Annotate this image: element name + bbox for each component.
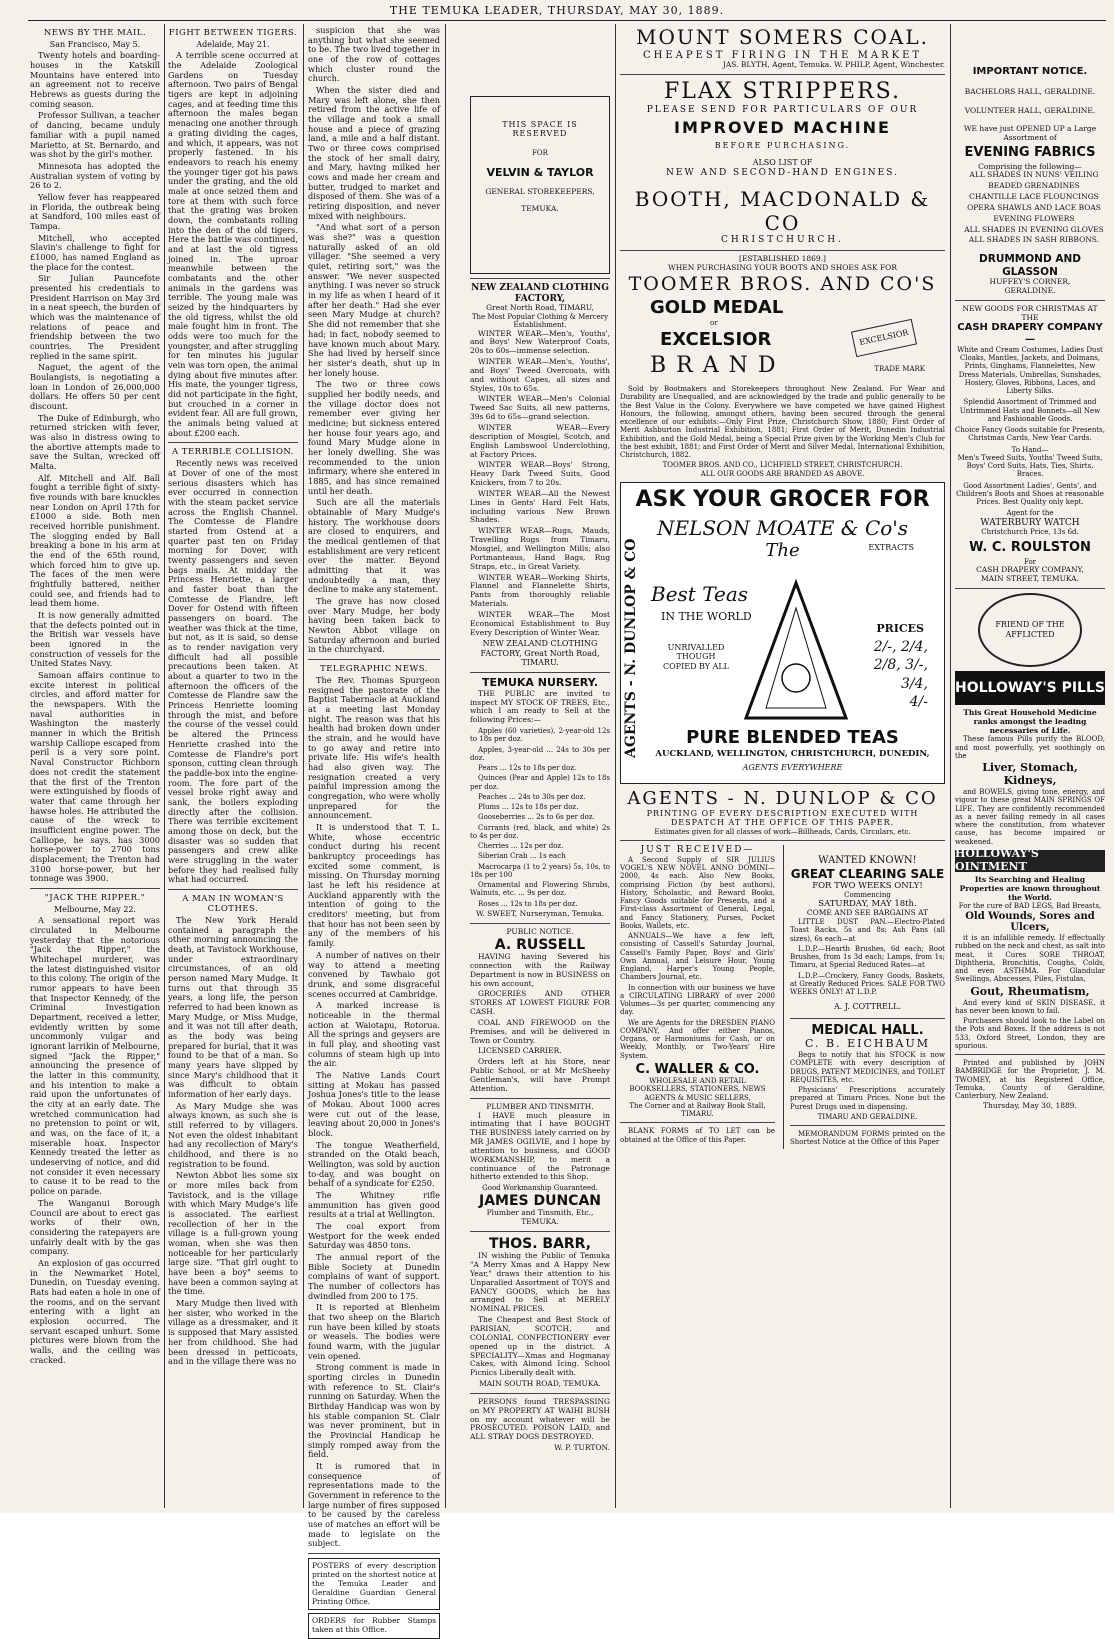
ad-printing: PRINTING OF EVERY DESCRIPTION EXECUTED WITH DESPATCH AT THE OFFICE OF THIS PAPER. (646, 809, 919, 828)
ad-line: Best Teas (651, 581, 749, 606)
ad-line: MAIN SOUTH ROAD, TEMUKA. (479, 1379, 601, 1389)
paragraph: Twenty hotels and boarding-houses in the Katskill Mountains have entered into an agreement not to receive Hebrews as guests during the coming season. (30, 50, 160, 109)
triangle-emblem (741, 578, 851, 723)
brand-block (620, 295, 945, 385)
ad-line: TEMUKA. (521, 203, 559, 213)
divider (790, 1125, 945, 1126)
ad-line: Great North Road, TIMARU, (486, 303, 594, 313)
ad-line: or (710, 319, 718, 328)
ad-line: TIMARU AND GERALDINE. (817, 1112, 918, 1121)
ad-body: THE PUBLIC are invited to inspect MY STOCK OF TREES, Etc., which I am ready to Sell at the following Prices:— (470, 688, 610, 725)
paragraph: A terrible scene occurred at the Adelaide Zoological Gardens on Tuesday afternoon. Two pairs of Bengal tigers are kept in adjoining cages, and at feeding time this afternoon the males began menacing one another through a grating dividing the cages, and which, it appears, was not properly fastened. In his endeavors to reach his enemy the younger tiger got his paws under the grating, and the old male at once seized them and tore at them with such force that the grating was broken down, the combatants rolling into the den of the old tigers. Here the battle was continued, and at last the old tigress joined in. The uproar meanwhile between the combatants and the other animals in the gardens was terrible. The young male was seized by the hindquarters by the old tigress, whilst the old male fought him in front. The odds were too much for the youngster, and after struggling for ten minutes his jugular vein was torn open, the animal dying about five minutes after. His mate, the younger tigress, did not participate in the fight, but crouched in a corner in evident fear. All are full grown, the animals being valued at about £200 each. (168, 50, 298, 438)
paragraph: A marked increase is noticeable in the thermal action at Waiotapu, Rotorua. All the springs and geysers are in full play, and shooting vast columns of steam high up into the air. (308, 1000, 440, 1069)
ad-line: Its Searching and Healing Properties are known throughout the World. (959, 874, 1101, 902)
paragraph: Recently news was received at Dover of one of the most serious disasters which has ever occurred in connection with the steam packet service across the English Channel. The Comtesse de Flandre started from Ostend at a quarter past ten on Friday morning for Dover, with twenty passengers and seven bags mails. At midday the Princess Henriette, a larger and faster boat than the Comtesse de Flandre, left Dover for Ostend with fifteen passengers on board. The weather was thick at the time, but not, as it is said, so dense as to render navigation very difficult had all possible precautions been taken. At about a quarter to two in the afternoon the officers of the Comtesse de Flandre saw the Princess Henriette looming through the mist, and before the course of the vessel could be altered the Princess Henriette crashed into the Comtesse de Flandre's port sponson, cutting clean through the paddle-box into the engine-room. The fore part of the vessel broke right away and sank, the boilers exploding directly after the collision. There was terrible excitement among those on deck, but the disaster was so sudden that passengers and crew alike were struggling in the water before they had realised fully what had occurred. (168, 458, 298, 885)
ad-trespass: PERSONS found TRESPASSING on MY PROPERTY AT WAIHI BUSH on my account whatever will be PROSECUTED. POISON LAID, and ALL STRAY DOGS DESTROYED. (470, 1396, 610, 1442)
paragraph: An explosion of gas occurred in the Newmarket Hotel, Dunedin, on Tuesday evening. Rats had eaten a hole in one of the rooms, and on the servant entering with a light an explosion occurred. The servant escaped unhurt. Some pictures were blown from the walls, and the ceiling was cracked. (30, 1257, 160, 1365)
excelsior-stamp: EXCELSIOR (851, 319, 917, 357)
ad-body: These famous Pills purify the BLOOD, and most powerfully, yet soothingly on the (955, 735, 1105, 760)
ad-line: The Corner and at Railway Book Stall, TIMARU. (629, 1101, 766, 1119)
ad-line: CHRISTCHURCH. (721, 235, 844, 246)
ad-line: Agent for the (1006, 509, 1054, 518)
divider (620, 840, 945, 841)
paragraph: CHANTILLE LACE FLOUNCINGS (969, 192, 1099, 202)
ad-line: ALL OUR GOODS ARE BRANDED AS ABOVE. (700, 469, 865, 478)
imprint: Printed and published by JOHN BAMBRIDGE for the Proprietor, J. M. TWOMEY, at his Registered Office, Temuka, County of Geraldine, Canterbury, New Zealand. (955, 1059, 1105, 1101)
ad-name: THOS. BARR, (488, 1235, 592, 1252)
paragraph: EVENING FLOWERS (993, 213, 1075, 223)
ad-body: MEMORANDUM FORMS printed on the Shortest Notice at the Office of this Paper (790, 1130, 945, 1147)
ad-line: Estimates given for all classes of work—Billheads, Cards, Circulars, etc. (654, 827, 911, 836)
article-body (168, 459, 298, 885)
ad-body: Choice Fancy Goods suitable for Presents, Christmas Cards, New Year Cards. (955, 426, 1105, 443)
divider (470, 1231, 610, 1232)
paragraph: Mary Mudge then lived with her sister, who worked in the village as a dressmaker, and it is supposed that Mary assisted her from childhood. She had been dressed in petticoats, and in the village there was no (168, 1298, 298, 1367)
ad-line: THIS SPACE IS RESERVED (502, 120, 578, 139)
article-title: A TERRIBLE COLLISION. (171, 447, 295, 458)
column-divider (164, 24, 165, 1508)
holloway-pills-banner: HOLLOWAY'S PILLS (955, 671, 1105, 705)
paragraph: WINTER WEAR—All the Newest Lines in Gents' Hard Felt Hats, including various New Brown Shades. (470, 488, 610, 525)
paragraph: The Whitney rifle ammunition has given good results at a trial at Wellington. (308, 1189, 440, 1220)
holloway-ointment-banner: HOLLOWAY'S OINTMENT (955, 850, 1105, 872)
ad-line: GERALDINE. (1004, 285, 1056, 295)
ad-name: DRUMMOND AND GLASSON (979, 253, 1081, 278)
paragraph: The coal export from Westport for the week ended Saturday was 4850 tons. (308, 1220, 440, 1251)
ad-line: WATERBURY WATCH (980, 517, 1080, 528)
article-title: FIGHT BETWEEN TIGERS. (168, 28, 298, 38)
paragraph: The annual report of the Bible Society at Dunedin complains of want of support. The number of collectors has dwindled from 200 to 175. (308, 1251, 440, 1301)
ad-line: Christchurch Price, 13s 6d. (981, 528, 1079, 537)
divider (470, 672, 610, 673)
divider (620, 1122, 775, 1123)
paragraph: WINTER WEAR—Men's Colonial Tweed Sac Suits, all new patterns, 39s 6d to 65s—grand selection. (470, 394, 610, 422)
ad-line: CASH DRAPERY COMPANY, (976, 565, 1084, 575)
ad-name: EVENING FABRICS (964, 145, 1096, 161)
ad-name: W. C. ROULSTON (969, 539, 1091, 555)
divider (168, 442, 298, 443)
divider (955, 588, 1105, 589)
ad-line: For the cure of BAD LEGS, Bad Breasts, (958, 902, 1102, 911)
ad-title: ASK YOUR GROCER FOR (635, 486, 930, 512)
paragraph: ALL SHADES IN EVENING GLOVES (964, 224, 1104, 234)
divider (620, 74, 945, 75)
paragraph: The Rev. Thomas Spurgeon resigned the pastorate of the Baptist Tabernacle at Auckland at a meeting last Monday night. The reason was that his health had broken down under the strain, and he would have to go away and retire into private life. His wife's health had also given way. The resignation created a very painful impression among the congregation, who were wholly unprepared for the announcement. (308, 675, 440, 821)
ad-body: White and Cream Costumes, Ladies Dust Cloaks, Mantles, Jackets, and Dolmans, Prints, Ginghams, Flannelettes, New Dress Materials, Umbrellas, Sunshades, Hosiery, Gloves, Ribbons, Laces, and Liberty Silks. (957, 345, 1103, 396)
ad-body: I HAVE much pleasure in intimating that I have BOUGHT THE BUSINESS lately carried on by MR JAMES OGILVIE, and I hope by attention to business, and GOOD WORKMANSHIP, to merit a continuance of the Patronage hitherto extended to this Shop. (470, 1110, 610, 1182)
ad-nelson-moate (620, 482, 945, 784)
ad-orders: ORDERS for Rubber Stamps taken at this Office. (308, 1613, 440, 1639)
ad-line: NEW ZEALAND CLOTHING FACTORY, Great North Road, TIMARU. (480, 639, 600, 668)
ad-signature: W. SWEET, Nurseryman, Temuka. (475, 908, 605, 918)
ad-line: COME AND SEE BARGAINS AT (806, 908, 929, 918)
masthead: THE TEMUKA LEADER, THURSDAY, MAY 30, 1889. (389, 4, 725, 17)
paragraph: The tongue Weatherfield, stranded on the Otaki beach, Wellington, was sold by auction to-day, and was bought on behalf of a syndicate for £250. (308, 1139, 440, 1189)
ad-line: Old Wounds, Sores and Ulcers, (965, 910, 1095, 934)
paragraph: The New York Herald contained a paragraph the other morning announcing the death, at Tavistock Workhouse, under extraordinary circumstances, of an old person named Mary Mudge. It turns out that through 35 years, a long life, the person referred to had been known as Mary Mudge, or Miss Mudge, and it was not till after death, as the body was being prepared for burial, that it was found to be that of a man. So many years have slipped by since Mary's childhood that it was difficult to obtain information of her early days. (168, 914, 298, 1100)
ad-line: NEW AND SECOND-HAND ENGINES. (666, 167, 899, 178)
paragraph: When the sister died and Mary was left alone, she then retired from the active life of the village and took a small house and a piece of grazing land, a mile and a half distant. Two or three cows comprised the stock of her small dairy, and Mary, having milked her cows and made her cream and butter, trudged to market and disposed of them. She was of a retiring disposition, and never mixed with neighbours. (308, 85, 440, 221)
divider (470, 923, 610, 924)
article-title: NEWS BY THE MAIL. (43, 28, 147, 38)
divider (955, 300, 1105, 301)
ad-line: [ESTABLISHED 1869.] (739, 253, 826, 263)
ad-signature: W. P. TURTON. (554, 1443, 610, 1453)
paragraph: Sir Julian Pauncefote presented his credentials to President Harrison on May 3rd in a neat speech, the burden of which was the maintenance of relations of peace and friendship between the two countries. The President replied in the same spirit. (30, 273, 160, 361)
ad-body: and BOWELS, giving tone, energy, and vigour to these great MAIN SPRINGS OF LIFE. They are confidently recommended as a never failing remedy in all cases where the constitution, from whatever cause, has become impaired or weakened. (955, 788, 1105, 846)
ad-velvin-taylor (470, 96, 610, 274)
column-divider (950, 24, 951, 1508)
divider (30, 888, 160, 889)
divider (470, 1393, 610, 1394)
ad-name: CASH DRAPERY COMPANY— (957, 322, 1103, 346)
ad-line: SATURDAY, MAY 18th. (818, 899, 917, 910)
paragraph: WINTER WEAR—Men's, Youths', and Boys' New Waterproof Coats, 20s to 60s—immense selection. (470, 328, 610, 356)
ad-line: PLEASE SEND FOR PARTICULARS OF OUR (646, 105, 919, 116)
ad-body: Men's Tweed Suits, Youths' Tweed Suits, Boys' Cord Suits, Hats, Ties, Shirts, Braces. (957, 453, 1103, 479)
ad-name: NELSON MOATE & Co's (656, 515, 909, 540)
article-body (168, 51, 298, 438)
ad-name: GREAT CLEARING SALE (790, 866, 945, 881)
paragraph: Apples (60 varieties), 2-year-old 12s to 18s per doz. (470, 727, 610, 744)
ad-body: it is an infallible remedy. If effectually rubbed on the neck and chest, as salt into meat, it Cures SORE THROAT, Diphtheria, Bronchitis, Coughs, Colds, and even ASTHMA. For Glandular Swellings, Abscesses, Piles, Fistulas, (955, 934, 1105, 984)
article-title: A MAN IN WOMAN'S CLOTHES. (182, 893, 284, 914)
column-4 (470, 26, 610, 1506)
paragraph: The two or three cows supplied her bodily needs, and the village doctor does not remember ever giving her medicine; but sickness entered her house four years ago, and found Mary Mudge alone in her lonely dwelling. She was recommended to the union infirmary, where she entered in 1885, and has since remained until her death. (308, 379, 440, 496)
ad-title: PUBLIC NOTICE. (506, 926, 574, 936)
ad-line: NEW GOODS FOR CHRISTMAS AT THE (962, 303, 1098, 322)
column-3 (308, 25, 440, 1635)
ad-name: VELVIN & TAYLOR (486, 166, 594, 180)
paragraph: Professor Sullivan, a teacher of dancing, became unduly familiar with a pupil named Marietto, at St. Bernardo, and was shot by the girl's mother. (30, 110, 160, 160)
ad-waller (620, 845, 775, 1149)
ad-line: Commencing (844, 891, 891, 900)
ad-line: PURE BLENDED TEAS (686, 726, 899, 748)
ad-body: Splendid Assortment of Trimmed and Untrimmed Hats and Bonnets—all New and Fashionable Goods. (959, 398, 1101, 423)
ad-name: BOOTH, MACDONALD & CO (634, 187, 931, 235)
ad-line: CHEAPEST FIRING IN THE MARKET (642, 49, 923, 61)
paragraph: The Wanganui Borough Council are about to erect gas works of their own, considering the ratepayers are unfairly dealt with by the gas company. (30, 1197, 160, 1257)
ad-line: Liver, Stomach, Kidneys, (982, 761, 1078, 788)
ad-body: HAVING having Severed his connection with the Railway Department is now in BUSINESS on his own account, (470, 952, 610, 988)
ad-line: TRADE MARK (874, 365, 925, 374)
paragraph: The grave has now closed over Mary Mudge, her body having been taken back to Newton Abbot village on Saturday afternoon and buried in the churchyard. (308, 595, 440, 655)
ad-line: IN THE WORLD (661, 609, 752, 623)
ad-line: JAS. BLYTH, Agent, Temuka. W. PHILP, Agent, Winchester. (722, 60, 945, 70)
ad-body: We are Agents for the DRESDEN PIANO COMPANY, And offer either Pianos, Organs, or Harmoniums for Cash, or on Weekly, Monthly, or Two-Years' Hire System. (620, 1018, 775, 1060)
ad-body: And every kind of SKIN DISEASE, it has never been known to fail. (955, 998, 1105, 1015)
divider (308, 659, 440, 660)
paragraph: Alf. Mitchell and Alf. Ball fought a terrible fight of sixty-five rounds with bare knuckles near London on April 17th for £1000 a side. Both men received horrible punishment. The slogging ended by Ball breaking a bone in his arm at the end of the 65th round, which forced him to give up. The faces of the men were frightfully battered, neither could see, and friends had to lead them home. (30, 472, 160, 609)
ad-line: BACHELORS HALL, GERALDINE. (964, 86, 1096, 96)
ad-posters: POSTERS of every description printed on the shortest notice at the Temuka Leader and Geraldine Guardian General Printing Office. (308, 1558, 440, 1610)
paragraph: Ornamental and Flowering Shrubs, Walnuts, etc. ... 9s per doz. (470, 881, 610, 898)
paragraph: Apples, 3-year-old ... 24s to 30s per doz. (470, 745, 610, 762)
divider (620, 250, 945, 251)
ad-line: AGENTS EVERYWHERE (742, 762, 843, 772)
dateline: Adelaide, May 21. (196, 40, 270, 50)
paragraph: It is understood that T. L. White, whose eccentric conduct during his recent bankruptcy proceedings has excited some comment, is missing. On Thursday morning last he left his residence at Auckland apparently with the intention of going to the creditors' meeting, but from that hour has not been seen by any of the members of his family. (308, 822, 440, 949)
paragraph: Mitchell, who accepted Slavin's challenge to fight for £1000, has named England as the place for the contest. (30, 232, 160, 272)
paragraph: Cherries ... 12s per doz. (478, 842, 564, 851)
divider (470, 278, 610, 279)
paragraph: LITTLE DUST PAN.—Electro-Plated Toast Racks, 5s and 8s; Ash Pans (all sizes), 6s each—at (790, 918, 945, 943)
ad-name: JAMES DUNCAN (478, 1192, 602, 1209)
paragraph: 2/-, 2/4, (873, 638, 928, 655)
ad-title: MOUNT SOMERS COAL. (635, 25, 929, 49)
ad-name: A. RUSSELL (494, 936, 586, 953)
paragraph: "And what sort of a person was she?" was a question naturally asked of an old villager. "She seemed a very quiet, retiring sort," was the answer. "We never suspected anything. I was never so struck in my life as when I heard of it after her death." Had she ever seen Mary Mudge at church? She did not remember that she had; in fact, nobody seemed to have known much about Mary. She had lived by herself since her sister's death, shut up in her lonely house. (308, 222, 440, 378)
paragraph: Naguet, the agent of the Boulangists, is negotiating a loan in London of 26,000,000 dollars. He offers 50 per cent discount. (30, 362, 160, 411)
ad-line: This Great Household Medicine ranks amongst the leading necessaries of Life. (963, 707, 1097, 735)
paragraph: Minnesota has adopted the Australian system of voting by 26 to 2. (30, 160, 160, 191)
paragraph: Gooseberries ... 2s to 6s per doz. (478, 813, 595, 822)
paragraph: ALL SHADES IN SASH RIBBONS. (968, 235, 1100, 245)
column-6 (955, 26, 1105, 1506)
ad-name: IMPROVED MACHINE (674, 117, 891, 137)
paragraph: It is reported at Blenheim that two sheep on the Blarich run have been killed by stoats or weasels. The bodies were found warm, with the jugular vein opened. (308, 1302, 440, 1361)
ad-line: GOLD MEDAL (650, 297, 784, 319)
paragraph: ALL SHADES IN NUNS' VEILING (969, 170, 1099, 180)
ad-title: WANTED KNOWN! (818, 855, 917, 867)
paragraph: WINTER WEAR—Working Shirts, Flannel and Flannelette Shirts, Pants from thoroughly reliable Materials. (470, 572, 610, 609)
ad-line: The Most Popular Clothing & Mercery Establishment. (471, 313, 609, 330)
paragraph: Such are all the materials obtainable of Mary Mudge's history. The workhouse doors are closed to enquirers, and the medical gentlemen of that establishment are very reticent over the matter. Beyond admitting that it was undoubtedly a man, they decline to make any statement. (308, 497, 440, 595)
paragraph: WINTER WEAR—The Most Economical Establishment to Buy Every Description of Winter Wear. (470, 609, 610, 637)
article-body (30, 916, 160, 1365)
paragraph: WINTER WEAR—Rugs, Mauds, Travelling Rugs from Timaru, Mosgiel, and Wellington Mills; also Portmanteaus, Hand Bags, Rug Straps, etc., in Great Variety. (470, 526, 610, 571)
paragraph: Currants (red, black, and white) 2s to 4s per doz. (470, 823, 610, 840)
paragraph: Siberian Crab ... 1s each (478, 852, 566, 861)
paragraph: L.D.P.—Hearth Brushes, 6d each; Boot Brushes, from 1s 3d each; Lamps, from 1s; Timaru, at Special Reduced Rates—at (790, 944, 945, 970)
ad-line: ALSO LIST OF (752, 158, 813, 168)
paragraph: COAL AND FIREWOOD on the Premises, and will be delivered in Town or Country. (470, 1017, 610, 1045)
article-body (168, 916, 298, 1367)
ad-title: JUST RECEIVED— (640, 845, 755, 856)
masthead-rule (28, 20, 1106, 21)
ad-body: IN wishing the Public of Temuka "A Merry Xmas and A Happy New Year," draws their attention to his Unparalled Assortment of TOYS and FANCY GOODS, which he has arranged to Sell at MERELY NOMINAL PRICES. (470, 1251, 610, 1314)
paragraph: Pears ... 12s to 18s per doz. (478, 764, 577, 773)
holloway-seal: FRIEND OF THE AFFLICTED (978, 593, 1082, 667)
ad-line: The (765, 540, 800, 562)
ad-title: MEDICAL HALL. (811, 1022, 924, 1038)
divider (168, 889, 298, 890)
ad-name: C. B. EICHBAUM (804, 1037, 931, 1051)
ad-name: C. WALLER & CO. (635, 1061, 760, 1077)
paragraph: Roses ... 12s to 18s per doz. (478, 899, 578, 908)
article-body (30, 51, 160, 883)
dateline: Melbourne, May 22. (53, 904, 137, 914)
ad-line: MAIN STREET, TEMUKA. (981, 574, 1079, 583)
paragraph: Samoan affairs continue to excite interest in political circles, and afford matter for the newspapers. With the naval authorities in Washington the masterly manner in which the British warship Calliope escaped from peril is a very sore point. Naval Constructor Richborn does not credit the statement that the first of the Trenton were extinguished by floods of water that came through her hawse holes. He attributed the cause of the wreck to insufficient engine power. The Calliope, he says, has 3000 horse-power to 2700 tons displacement; the Trenton had 3100 horse-power, but her tonnage was 3900. (30, 670, 160, 884)
paragraph: A sensational report was circulated in Melbourne yesterday that the notorious "Jack the Ripper," the Whitechapel murderer, was the latest distinguished visitor to this colony. The origin of the rumor appears to have been that Inspector Kennedy, of the Criminal Investigation Department, received a letter, evidently written by some uncommonly vulgar and ignorant larrikin of Melbourne, signed "Jack the Ripper," announcing the presence of the latter in this community, and his intention to make a raid upon the unfortunates of the city at an early date. The wretched communication had no pretension to point or wit, and was, on the face of it, a miserable hoax. Inspector Kennedy treated the letter as undeserving of notice, and did not consider it even necessary to cause it to be read to the police on parade. (30, 915, 160, 1197)
column-2 (168, 26, 298, 1506)
moate-prices (866, 639, 928, 713)
ad-body: A Second Supply of SIR JULIUS VOGEL'S NEW NOVEL ANNO DOMINI—2000, 4s each. Also New Books, comprising Fiction (by best authors), History, Scholastic, and Reward Books, Fancy Goods suitable for Presents, and a First-class Assortment of General, Legal, and Fancy Stationery, Purses, Pocket Books, Wallets, etc. (620, 855, 775, 930)
paragraph: WINTER WEAR—Boys' Strong, Heavy Dark Tweed Suits, Good Knickers, from 7 to 20s. (470, 460, 610, 488)
paragraph: 2/8, 3/-, (873, 657, 928, 674)
column-divider (445, 24, 446, 1508)
article-body (308, 676, 440, 1549)
paragraph: LICENSED CARRIER. (478, 1046, 562, 1056)
paragraph: WINTER WEAR—Men's, Youths', and Boys' Tweed Overcoats, with and without Capes, all sizes and Styles, 10s to 65s. (470, 357, 610, 393)
ad-line: WE have just OPENED UP a Large Assortment of (963, 124, 1097, 143)
ad-line: To Hand— (1011, 445, 1049, 454)
ad-cottrell (783, 845, 945, 1149)
paragraph: 3/4, (901, 675, 928, 692)
ad-line: Plumber and Tinsmith, Etc., TEMUKA. (486, 1208, 594, 1226)
article-title: "JACK THE RIPPER." (44, 892, 146, 903)
paragraph: Newton Abbot lies some six or more miles back from Tavistock, and is the village with which Mary Mudge's life is associated. The earliest recollection of her in the village is a full-grown young woman, when she was then noticeable for her particularly large size. "That girl ought to have been a boy" seems to have been a common saying at the time. (168, 1170, 298, 1297)
ad-title: IMPORTANT NOTICE. (972, 66, 1088, 77)
divider (955, 1054, 1105, 1055)
ad-title: NEW ZEALAND CLOTHING FACTORY, (471, 283, 609, 304)
ad-body (790, 918, 945, 996)
paragraph: Macrocarpa (1 to 2 years) 5s, 10s, to 18s per 100 (470, 862, 610, 879)
column-divider (303, 24, 304, 1508)
column-5 (620, 26, 945, 1506)
ad-line: BRAND (650, 353, 786, 379)
ad-body: Physicians' Prescriptions accurately prepared at Timaru Prices. None but the Purest Drugs used in dispensing. (790, 1086, 945, 1111)
ad-line: Good Workmanship Guaranteed. (482, 1184, 598, 1193)
paragraph: Yellow fever has reappeared in Florida, the outbreak being at Sandford, 100 miles east of Tampa. (30, 191, 160, 231)
fabric-list (955, 171, 1105, 245)
ad-line: AGENTS - N. DUNLOP & CO (627, 787, 938, 809)
ad-body: The Cheapest and Best Stock of PARISIAN, SCOTCH, and COLONIAL CONFECTIONERY ever opened up in the district. A SPECIALITY—Xmas and Hogmanay Cakes, with Almond Icing. School Picnics Liberally dealt with. (470, 1315, 610, 1378)
ad-line: VOLUNTEER HALL, GERALDINE. (964, 105, 1096, 115)
ad-line: Gout, Rheumatism, (970, 984, 1090, 998)
ad-body: Good Assortment Ladies', Gents', and Children's Boots and Shoes at reasonable Prices. Best Quality only kept. (956, 481, 1104, 507)
ad-line: EXCELSIOR (660, 329, 772, 351)
ad-side-text: AGENTS - N. DUNLOP & CO (623, 538, 639, 758)
paragraph: WINTER WEAR—Every description of Mosgiel, Scotch, and English Lambswool Underclothing, at Factory Prices. (470, 423, 610, 459)
ad-line: Comprising the following— (978, 161, 1082, 171)
ad-body (470, 330, 610, 638)
ad-line: For (1023, 557, 1037, 566)
paragraph: Quinces (Pear and Apple) 12s to 18s per doz. (470, 774, 610, 791)
ad-title: FLAX STRIPPERS. (664, 79, 901, 105)
paragraph: Orders left at his Store, near Public School, or at Mr McSheehy Gentleman's, will have Prompt Attention. (470, 1057, 610, 1093)
ad-body: Purchasers should look to the Label on the Pots and Boxes. If the address is not 533, Oxford Street, London, they are spurious. (955, 1017, 1105, 1050)
ad-body: Sold by Bootmakers and Storekeepers throughout New Zealand. For Wear and Durability are Unequalled, and are acknowledged by the trade and public generally to be the Best Value in the Colony. Everywhere we have competed we have gained Highest Honours, the following, amongst others, having been secured through the general excellence of our exhibits:—Only First Prize, Christchurch Show, 1880; First Order of Merit Ashburton Industrial Exhibition, 1881; First Order of Merit, Dunedin Industrial Exhibition, and the Gold Medal, being a Special Prize given by the Working Men's Club for the best exhibit, 1881; and First Order of Merit and Silver Medal, International Exhibition, Christchurch, 1882. (620, 385, 945, 460)
ad-line: WHEN PURCHASING YOUR BOOTS AND SHOES ASK FOR (668, 262, 897, 272)
ad-title: PLUMBER AND TINSMITH. (486, 1101, 594, 1111)
ad-line: PRICES (876, 621, 924, 635)
paragraph: 4/- (909, 694, 928, 711)
ad-name: TOOMER BROS. AND CO'S (628, 272, 937, 295)
ad-body: BLANK FORMS of TO LET can be obtained at the Office of this Paper. (620, 1127, 775, 1144)
ad-body: In connection with our business we have a CIRCULATING LIBRARY of over 2000 Volumes—3s per quarter, commencing any day. (620, 983, 775, 1017)
ad-signature: A. J. COTTRELL. (833, 1002, 902, 1012)
ad-line: FOR TWO WEEKS ONLY! (812, 881, 923, 892)
ad-line: BEFORE PURCHASING. (714, 140, 851, 150)
paragraph: As Mary Mudge she was always known, as such she is still referred to by villagers. Not even the oldest inhabitant had any recollection of Mary's childhood, and there is no registration to be found. (168, 1100, 298, 1169)
ad-line: GENERAL STOREKEEPERS, (485, 187, 595, 197)
ad-line: UNRIVALLED THOUGH COPIED BY ALL (663, 642, 729, 671)
ad-body: ANNUALS—We have a few left, consisting of Cassell's Saturday Journal, Cassell's Family Paper, Boys' and Girls' Own Annual, and Leisure Hour, Young England, Harper's Young People, Chambers Journal, etc. (620, 932, 775, 982)
ad-line: FOR (532, 148, 548, 157)
divider (308, 1553, 440, 1554)
paragraph: suspicion that she was anything but what she seemed to be. The two lived together in one of the row of cottages which cluster round the church. (308, 25, 440, 84)
imprint-date: Thursday, May 30, 1889. (983, 1101, 1077, 1111)
paragraph: Peaches ... 24s to 30s per doz. (478, 792, 586, 801)
paragraph: The Duke of Edinburgh, who returned stricken with fever, was also in distress owing to the abortive attempts made to save the Sultan, wrecked off Malta. (30, 412, 160, 471)
paragraph: BEADED GRENADINES (988, 181, 1080, 191)
paragraph: Strong comment is made in sporting circles in Dunedin with reference to St. Clair's running on Saturday. When the Birthday Handicap was won by his stable companion St. Clair was never prominent, but in the Provincial Handicap he simply romped away from the field. (308, 1362, 440, 1460)
ad-line: TOOMER BROS. AND CO., LICHFIELD STREET, CHRISTCHURCH. (662, 461, 903, 470)
article-body (308, 26, 440, 655)
column-divider (615, 24, 616, 1508)
ad-line: WHOLESALE AND RETAIL BOOKSELLERS, STATIONERS, NEWS AGENTS & MUSIC SELLERS, (629, 1077, 766, 1102)
ad-line: EXTRACTS (868, 542, 914, 552)
paragraph: L.D.P.—Crockery, Fancy Goods, Baskets, at Greatly Reduced Prices. SALE FOR TWO WEEKS ONLY! AT L.D.P. (790, 971, 945, 997)
article-title: TELEGRAPHIC NEWS. (320, 664, 428, 674)
paragraph: The Native Lands Court sitting at Mokau has passed Joshua Jones's title to the lease of Mokau. About 1000 acres were cut out of the lease, leaving about 20,000 in Jones's block. (308, 1069, 440, 1138)
divider (470, 1098, 610, 1099)
ad-body (470, 990, 610, 1093)
paragraph: GROCERIES AND OTHER STORES AT LOWEST FIGURE FOR CASH. (470, 989, 610, 1017)
dateline: San Francisco, May 5. (49, 40, 141, 50)
ad-title: TEMUKA NURSERY. (482, 675, 598, 689)
two-col-ads (620, 845, 945, 1149)
divider (790, 1018, 945, 1019)
paragraph: It is rumored that in consequence of representations made to the Government in reference to the large number of fires supposed to be caused by the careless use of matches an effort will be made to legislate on the subject. (308, 1461, 440, 1549)
paragraph: OPERA SHAWLS AND LACE BOAS (967, 202, 1101, 212)
paragraph: Plums ... 12s to 18s per doz. (478, 803, 579, 812)
column-1 (30, 26, 160, 1506)
ad-body: Begs to notify that his STOCK is now COMPLETE with every description of DRUGS, PATENT MEDICINES, and TOILET REQUISITES, etc. (790, 1051, 945, 1084)
ad-line: AUCKLAND, WELLINGTON, CHRISTCHURCH, DUNEDIN, (655, 748, 930, 759)
price-list (470, 727, 610, 908)
paragraph: A number of natives on their way to attend a meeting convened by Tawhaio got drunk, and some disgraceful scenes occurred at Cambridge. (308, 949, 440, 999)
ad-line: HUFFEY'S CORNER, (989, 277, 1071, 286)
paragraph: It is now generally admitted that the defects pointed out in the British war vessels have been ignored in the construction of vessels for the United States Navy. (30, 610, 160, 669)
